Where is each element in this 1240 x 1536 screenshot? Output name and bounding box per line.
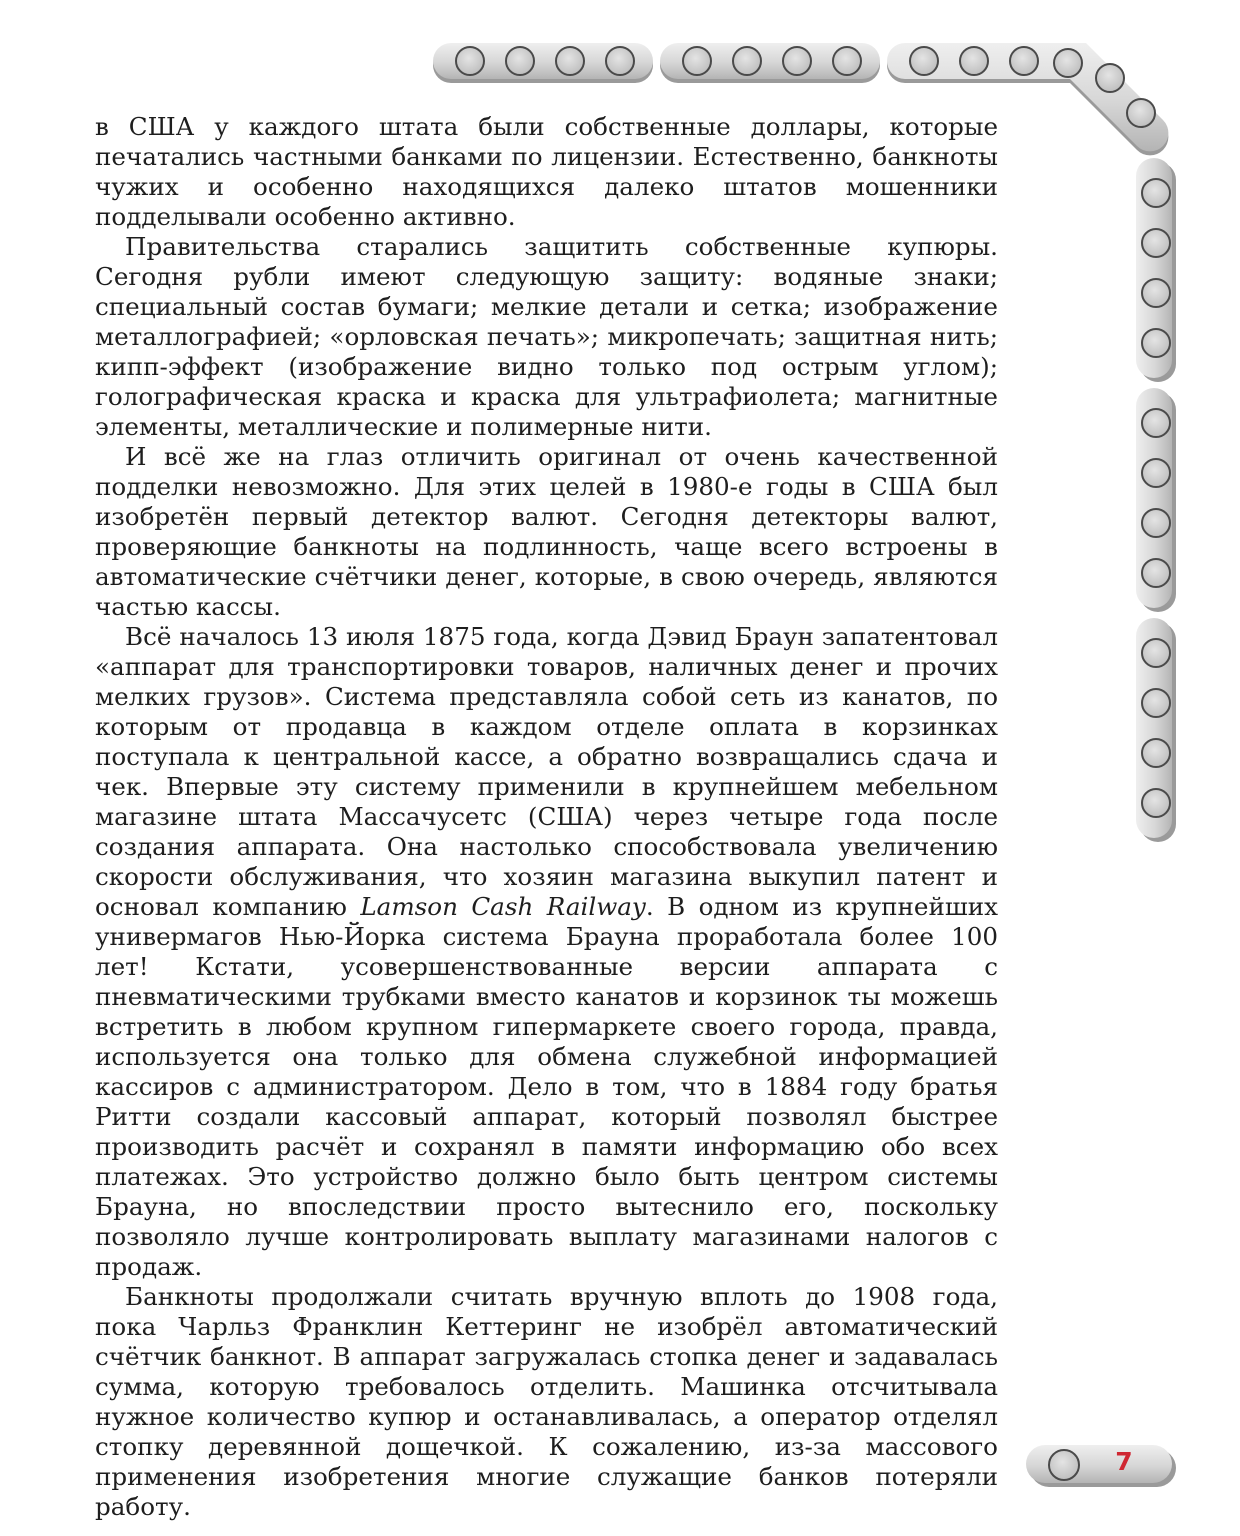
page-number: 7 [1115,1447,1133,1476]
body-text [95,112,998,1522]
paragraph-4-part-2: . В одном из крупнейших универмагов Нью-Йорка система Брауна проработала более 100 лет! Кстати, усовершенствованные версии аппарата с пневматическими трубками вместо канатов и корзинок ты можешь встретить в любом крупном гипермаркете своего города, правда, используется она только для обмена служебной информацией кассиров с администратором. Дело в том, что в 1884 году братья Ритти создали кассовый аппарат, который позволял быстрее производить расчёт и сохранял в памяти информацию обо всех платежах. Это устройство должно было быть центром системы Брауна, но впоследствии просто вытеснило его, поскольку позволяло лучше контролировать выплату магазинами налогов с продаж. [95,892,998,1281]
side-rail-segment-3 [1136,618,1176,842]
side-rail-segment-1 [1136,158,1176,382]
paragraph-2: Правительства старались защитить собственные купюры. Сегодня рубли имеют следующую защиту: водяные знаки; специальный состав бумаги; мелкие детали и сетка; изображение металлографией; «орловская печать»; микропечать; защитная нить; кипп-эффект (изображение видно только под острым углом); голографическая краска и краска для ультрафиолета; магнитные элементы, металлические и полимерные нити. [95,232,998,441]
top-rail-segment-2 [660,43,880,83]
paragraph-5: Банкноты продолжали считать вручную вплоть до 1908 года, пока Чарльз Франклин Кеттеринг не изобрёл автоматический счётчик банкнот. В аппарат загружалась стопка денег и задавалась сумма, которую требовалось отделить. Машинка отсчитывала нужное количество купюр и останавливалась, а оператор отделял стопку деревянной дощечкой. К сожалению, из-за массового применения изобретения многие служащие банков потеряли работу. [95,1282,998,1521]
top-rail-segment-1 [433,43,653,83]
side-rail-segment-2 [1136,388,1176,612]
company-name: Lamson Cash Railway [360,892,646,921]
paragraph-4-part-1: Всё началось 13 июля 1875 года, когда Дэвид Браун запатентовал «аппарат для транспортировки товаров, наличных денег и прочих мелких грузов». Система представляла собой сеть из канатов, по которым от продавца в каждом отделе оплата в корзинках поступала к центральной кассе, а обратно возвращались сдача и чек. Впервые эту систему применили в крупнейшем мебельном магазине штата Массачусетс (США) через четыре года после создания аппарата. Она настолько способствовала увеличению скорости обслуживания, что хозяин магазина выкупил патент и основал компанию [95,622,998,921]
paragraph-4 [95,622,998,1282]
paragraph-1: в США у каждого штата были собственные доллары, которые печатались частными банками по лицензии. Естественно, банкноты чужих и особенно находящихся далеко штатов мошенники подделывали особенно активно. [95,112,998,231]
paragraph-3: И всё же на глаз отличить оригинал от очень качественной подделки невозможно. Для этих целей в 1980-е годы в США был изобретён первый детектор валют. Сегодня детекторы валют, проверяющие банкноты на подлинность, чаще всего встроены в автоматические счётчики денег, которые, в свою очередь, являются частью кассы. [95,442,998,621]
